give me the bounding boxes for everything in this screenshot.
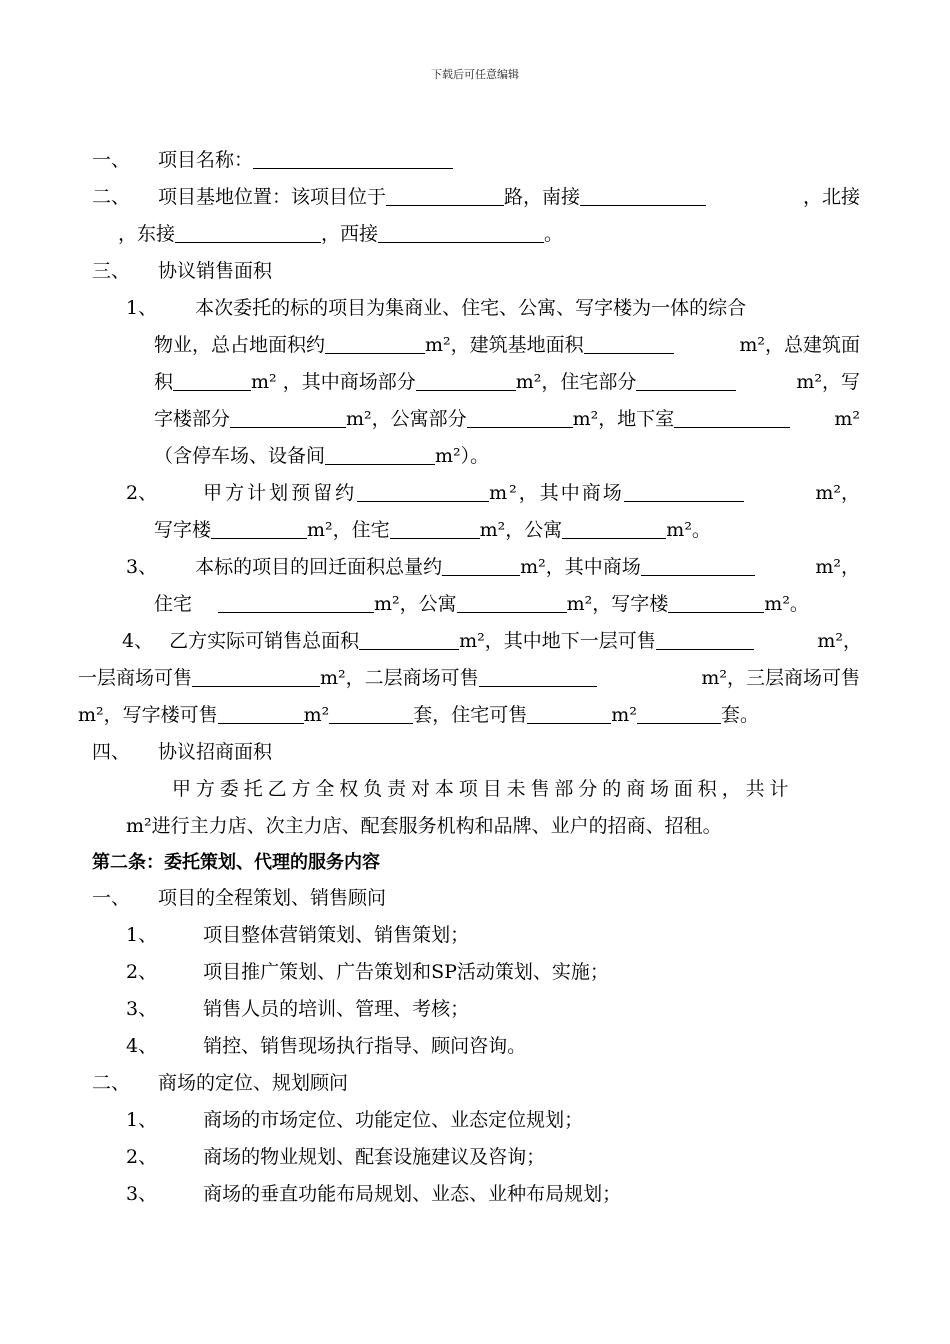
sub-section-a	[92, 886, 386, 910]
west-blank[interactable]	[378, 224, 544, 243]
apartment-area-blank[interactable]	[467, 409, 573, 428]
east-label: ，东接	[118, 223, 176, 245]
list-item	[126, 1145, 545, 1169]
item-number: 1、	[126, 924, 158, 946]
item-text: 项目推广策划、广告策划和SP活动策划、实施；	[203, 961, 609, 983]
text: m²，写字楼可售	[78, 704, 218, 726]
section-title: 协议招商面积	[158, 741, 273, 763]
text: m²，住宅	[307, 519, 390, 541]
item-3-1-line-4	[154, 407, 860, 431]
text: 本标的项目的回迁面积总量约	[195, 556, 443, 578]
section-2-line-2	[118, 222, 563, 246]
item-3-1-line-5	[154, 444, 489, 468]
text: 写字楼	[154, 519, 212, 541]
item-3-1-line-2	[154, 333, 860, 357]
east-blank[interactable]	[175, 224, 321, 243]
list-item	[126, 960, 609, 984]
project-name-blank[interactable]	[253, 150, 453, 169]
section-number: 二、	[92, 186, 131, 208]
mall-area-blank[interactable]	[416, 372, 516, 391]
total-area-blank[interactable]	[173, 372, 251, 391]
list-item	[126, 1108, 583, 1132]
item-number: 3、	[126, 998, 158, 1020]
item-number: 4、	[126, 1035, 158, 1057]
item-number: 1、	[126, 1109, 158, 1131]
item-3-4-line-3	[78, 703, 759, 727]
office-sellable-blank[interactable]	[218, 705, 304, 724]
reserved-residence-blank[interactable]	[390, 520, 480, 539]
item-text: 本次委托的标的项目为集商业、住宅、公寓、写字楼为一体的综合	[195, 297, 747, 319]
relocation-apartment-blank[interactable]	[457, 594, 567, 613]
sub-section-b	[92, 1071, 348, 1095]
residence-sellable-blank[interactable]	[527, 705, 611, 724]
south-blank[interactable]	[580, 187, 706, 206]
item-3-3-line-2	[154, 592, 809, 616]
text: m²，写字楼	[566, 593, 669, 615]
item-text: 销控、销售现场执行指导、顾问咨询。	[203, 1035, 527, 1057]
office-units-blank[interactable]	[329, 705, 413, 724]
text: m²，	[815, 556, 860, 578]
south-label: 路，南接	[504, 186, 581, 208]
floor-2-sellable-blank[interactable]	[479, 668, 597, 687]
base-area-blank[interactable]	[584, 335, 674, 354]
article-2-heading: 第二条：委托策划、代理的服务内容	[92, 852, 380, 873]
text: m²。	[764, 593, 809, 615]
residence-area-blank[interactable]	[636, 372, 736, 391]
floor-1-sellable-blank[interactable]	[192, 668, 320, 687]
text: m²）。	[435, 445, 490, 467]
section-number: 二、	[92, 1072, 131, 1094]
text: m²进行主力店、次主力店、配套服务机构和品牌、业户的招商、招租。	[126, 815, 722, 837]
item-text: 销售人员的培训、管理、考核；	[203, 998, 470, 1020]
text: m²，公寓	[479, 519, 563, 541]
text: 套。	[720, 704, 759, 726]
text: m²	[303, 704, 330, 726]
section-title: 协议销售面积	[158, 260, 273, 282]
period: 。	[544, 223, 564, 245]
relocation-area-blank[interactable]	[442, 557, 520, 576]
section-1	[92, 148, 453, 172]
text: 甲方委托乙方全权负责对本项目未售部分的商场面积，共计	[172, 778, 794, 800]
text: m²，公寓	[374, 593, 457, 615]
text: m²，建筑基地面积	[425, 334, 584, 356]
text: m²，公寓部分	[346, 408, 467, 430]
sellable-total-blank[interactable]	[359, 631, 459, 650]
relocation-office-blank[interactable]	[668, 594, 764, 613]
basement-area-blank[interactable]	[674, 409, 790, 428]
basement-sellable-blank[interactable]	[656, 631, 754, 650]
section-4	[92, 740, 272, 764]
item-text: 商场的市场定位、功能定位、业态定位规划；	[203, 1109, 584, 1131]
item-3-1-line-1	[126, 296, 860, 320]
text: m²，三层商场可售	[701, 667, 860, 689]
section-4-paragraph-line-2	[126, 814, 722, 838]
text: m²，	[817, 630, 862, 652]
text: 一层商场可售	[78, 667, 193, 689]
text: m²，其中商场	[489, 482, 624, 504]
item-3-2-line-1	[126, 481, 860, 505]
item-text: 项目整体营销策划、销售策划；	[203, 924, 470, 946]
reserved-apartment-blank[interactable]	[562, 520, 666, 539]
section-number: 一、	[92, 887, 131, 909]
text: （含停车场、设备间	[154, 445, 326, 467]
relocation-mall-blank[interactable]	[641, 557, 755, 576]
page-header: 下载后可任意编辑	[431, 68, 519, 81]
text: m²，地下室	[572, 408, 675, 430]
item-text: 商场的物业规划、配套设施建议及咨询；	[203, 1146, 546, 1168]
list-item	[126, 997, 469, 1021]
section-title: 商场的定位、规划顾问	[158, 1072, 349, 1094]
section-number: 四、	[92, 741, 131, 763]
list-item	[126, 923, 469, 947]
text: 字楼部分	[154, 408, 231, 430]
project-name-label: 项目名称：	[158, 149, 254, 171]
text: 住宅	[154, 593, 193, 615]
reserved-office-blank[interactable]	[211, 520, 307, 539]
text: m²，二层商场可售	[320, 667, 479, 689]
text: m²，其中商场	[520, 556, 641, 578]
text: m²，总建筑面	[739, 334, 860, 356]
office-area-blank[interactable]	[230, 409, 346, 428]
north-label: ，北接	[802, 186, 860, 208]
text: 套，住宅可售	[413, 704, 528, 726]
text: m²	[834, 408, 860, 430]
list-item	[126, 1182, 621, 1206]
text: 甲方计划预留约	[203, 482, 358, 504]
item-3-4-line-2	[78, 666, 860, 690]
text: 乙方实际可销售总面积	[169, 630, 360, 652]
item-number: 2、	[126, 961, 158, 983]
reserved-area-blank[interactable]	[357, 483, 489, 502]
text: 物业，总占地面积约	[154, 334, 326, 356]
item-3-2-line-2	[154, 518, 711, 542]
road-blank[interactable]	[386, 187, 504, 206]
section-number: 三、	[92, 260, 131, 282]
residence-units-blank[interactable]	[637, 705, 721, 724]
location-label: 项目基地位置：该项目位于	[158, 186, 387, 208]
list-item	[126, 1034, 526, 1058]
land-area-blank[interactable]	[325, 335, 425, 354]
text: 积	[154, 371, 174, 393]
item-number: 3、	[126, 1183, 158, 1205]
section-2-line-1	[92, 185, 860, 209]
section-number: 一、	[92, 149, 131, 171]
text: m²，其中地下一层可售	[459, 630, 656, 652]
item-number: 4、	[122, 630, 154, 652]
text: m² ，其中商场部分	[251, 371, 416, 393]
text: m²，	[815, 482, 860, 504]
relocation-residence-blank[interactable]	[218, 594, 374, 613]
section-title: 项目的全程策划、销售顾问	[158, 887, 387, 909]
text: m²。	[666, 519, 711, 541]
item-3-1-line-3	[154, 370, 860, 394]
text: m²，住宅部分	[515, 371, 637, 393]
section-4-paragraph-line-1	[172, 777, 860, 801]
reserved-mall-blank[interactable]	[624, 483, 744, 502]
west-label: ，西接	[321, 223, 379, 245]
item-text: 商场的垂直功能布局规划、业态、业种布局规划；	[203, 1183, 622, 1205]
item-number: 1、	[126, 297, 158, 319]
item-number: 2、	[126, 1146, 158, 1168]
text: m²	[611, 704, 637, 726]
item-number: 3、	[126, 556, 158, 578]
item-3-3-line-1	[126, 555, 860, 579]
text: m²，写	[796, 371, 860, 393]
parking-area-blank[interactable]	[325, 446, 435, 465]
item-number: 2、	[126, 482, 158, 504]
section-3	[92, 259, 272, 283]
item-3-4-line-1	[122, 629, 862, 653]
